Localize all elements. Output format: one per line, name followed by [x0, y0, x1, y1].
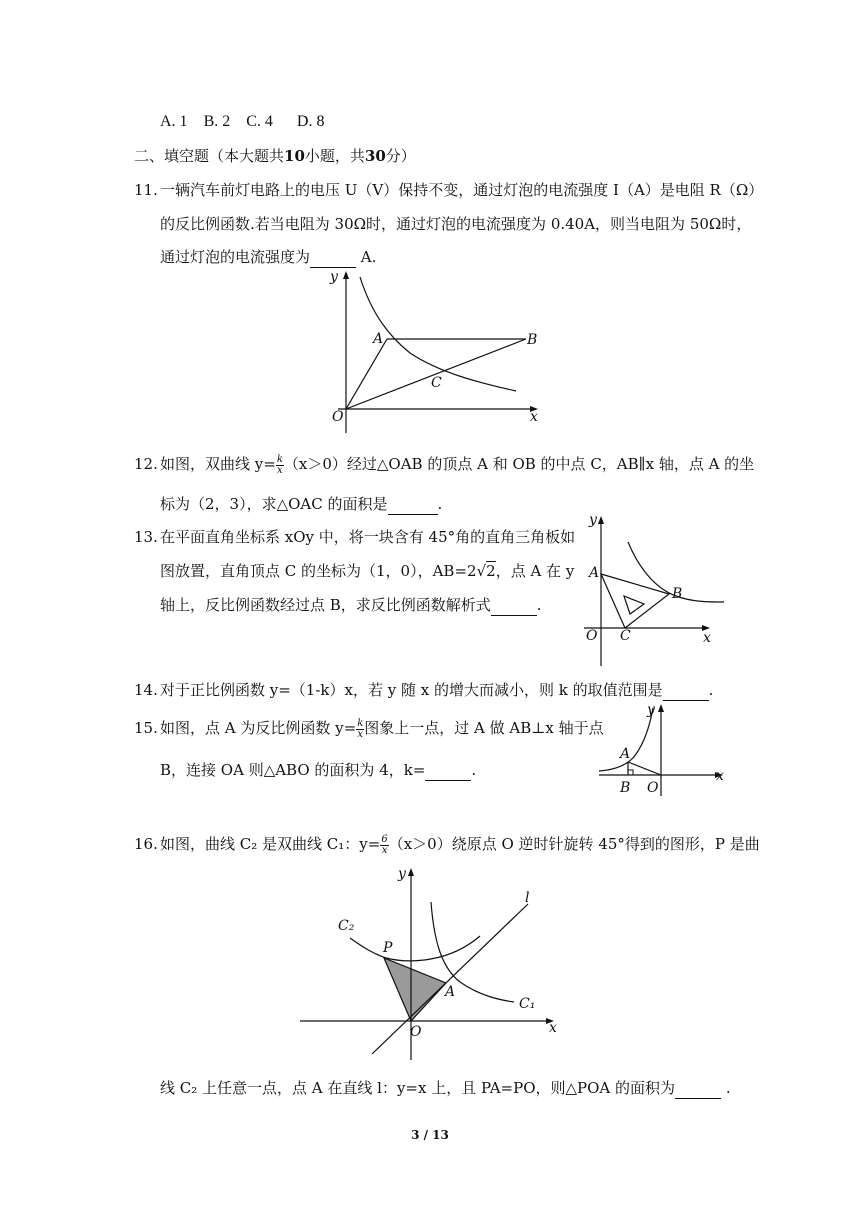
section-heading [134, 146, 416, 166]
point-label-a: A [589, 565, 600, 581]
page-number: 3 / 13 [411, 1128, 449, 1142]
fraction-denominator: x [381, 844, 388, 856]
point-label-a: A [373, 331, 384, 347]
question-number: 13. [134, 528, 158, 546]
axis-label-x: x [549, 1020, 557, 1036]
q12-line-1-text: 如图，双曲线 y= [160, 455, 276, 473]
q13-line-2-end: ，点 A 在 y [495, 562, 575, 580]
q11-line-3-end: A. [356, 248, 377, 266]
q16-line-2-end: . [721, 1079, 731, 1097]
choices-line [160, 112, 324, 132]
q15-line-2-text: B，连接 OA 则△ABO 的面积为 4，k= [160, 761, 426, 779]
q15-line-2 [160, 760, 476, 781]
point-label-o: O [586, 628, 598, 644]
answer-blank[interactable] [491, 595, 537, 616]
q12-line-1 [160, 454, 754, 476]
axis-label-x: x [530, 409, 538, 425]
section-points: 30 [364, 147, 386, 165]
axis-label-y: y [398, 866, 406, 882]
fraction-denominator: x [277, 464, 283, 476]
q13-line-3-text: 轴上，反比例函数经过点 B，求反比例函数解析式 [160, 596, 491, 614]
fraction-numerator: 6 [381, 833, 388, 845]
q11-line-3-text: 通过灯泡的电流强度为 [160, 248, 311, 266]
q15-line-1-end: 图象上一点，过 A 做 AB⊥x 轴于点 [364, 719, 604, 737]
line-label-l: l [525, 890, 530, 906]
curve-label-c2: C₂ [338, 918, 355, 934]
q14-line-1 [160, 680, 713, 701]
answer-blank[interactable] [663, 680, 709, 701]
q12-line-2-end: . [437, 495, 443, 513]
choice-c: C. 4 [246, 113, 273, 130]
fraction-6-over-x [380, 835, 388, 856]
answer-blank[interactable] [675, 1078, 721, 1099]
point-label-o: O [647, 780, 659, 796]
section-text-2: 小题，共 [304, 147, 365, 165]
figure-q13 [580, 510, 725, 670]
axis-label-y: y [589, 512, 597, 528]
choice-b: B. 2 [203, 113, 231, 130]
q14-line-1-text: 对于正比例函数 y=（1-k）x，若 y 随 x 的增大而减小，则 k 的取值范围是 [160, 681, 663, 699]
axis-label-y: y [647, 702, 655, 718]
q12-line-2 [160, 494, 442, 515]
question-number: 16. [134, 835, 158, 853]
q16-line-2-text: 线 C₂ 上任意一点，点 A 在直线 l：y=x 上，且 PA=PO，则△POA 的面积为 [160, 1079, 676, 1097]
section-text-1: 二、填空题（本大题共 [134, 147, 285, 165]
section-count: 10 [284, 147, 305, 165]
q12-line-2-text: 标为（2，3），求△OAC 的面积是 [160, 495, 388, 513]
question-number: 12. [134, 455, 158, 473]
q16-line-1-end: （x＞0）绕原点 O 逆时针旋转 45°得到的图形，P 是曲 [388, 835, 760, 853]
fraction-numerator: k [357, 717, 364, 729]
q11-line-1: 一辆汽车前灯电路上的电压 U（V）保持不变，通过灯泡的电流强度 I（A）是电阻 R（Ω） [160, 181, 764, 199]
question-number: 15. [134, 719, 158, 737]
figure-q12 [310, 265, 550, 440]
q13-line-2 [160, 561, 574, 581]
question-number: 14. [134, 681, 158, 699]
figure-q16 [300, 862, 565, 1062]
answer-blank[interactable] [425, 760, 471, 781]
point-label-c: C [431, 375, 442, 391]
q13-line-3 [160, 595, 542, 616]
q13-line-1: 在平面直角坐标系 xOy 中，将一块含有 45°角的直角三角板如 [160, 528, 576, 546]
point-label-o: O [410, 1024, 422, 1040]
point-label-b: B [527, 332, 538, 348]
fraction-k-over-x [276, 455, 284, 476]
choice-a: A. 1 [160, 113, 188, 130]
section-text-3: 分） [385, 147, 416, 165]
point-label-c: C [620, 628, 631, 644]
q13-line-2-text: 图放置，直角顶点 C 的坐标为（1，0），AB=2 [160, 562, 477, 580]
point-label-b: B [672, 586, 683, 602]
q12-line-1-end: （x＞0）经过△OAB 的顶点 A 和 OB 的中点 C，AB∥x 轴，点 A 的坐 [283, 455, 755, 473]
sqrt-symbol: √ [476, 562, 487, 580]
axis-label-x: x [716, 768, 724, 784]
axis-label-x: x [703, 630, 711, 646]
point-label-p: P [383, 940, 393, 956]
choice-d: D. 8 [296, 113, 325, 130]
sqrt-value: 2 [486, 562, 496, 580]
point-label-b: B [620, 780, 631, 796]
answer-blank[interactable] [388, 494, 438, 515]
q15-line-1-text: 如图，点 A 为反比例函数 y= [160, 719, 357, 737]
point-label-a: A [620, 746, 631, 762]
fraction-denominator: x [357, 728, 364, 740]
q11-line-2: 的反比例函数.若当电阻为 30Ω时，通过灯泡的电流强度为 0.40A，则当电阻为 50Ω时， [160, 215, 752, 233]
point-label-a: A [445, 984, 456, 1000]
q15-line-2-end: . [471, 761, 477, 779]
fraction-numerator: k [276, 453, 283, 465]
point-label-o: O [332, 409, 344, 425]
q15-line-1 [160, 718, 604, 740]
curve-label-c1: C₁ [519, 996, 536, 1012]
q16-line-2 [160, 1078, 731, 1099]
question-number: 11. [134, 181, 158, 199]
q13-line-3-end: . [536, 596, 542, 614]
q16-line-1-text: 如图，曲线 C₂ 是双曲线 C₁：y= [160, 835, 381, 853]
q14-line-1-end: . [708, 681, 714, 699]
figure-q15 [593, 700, 733, 800]
axis-label-y: y [330, 269, 338, 285]
q16-line-1 [160, 834, 760, 856]
